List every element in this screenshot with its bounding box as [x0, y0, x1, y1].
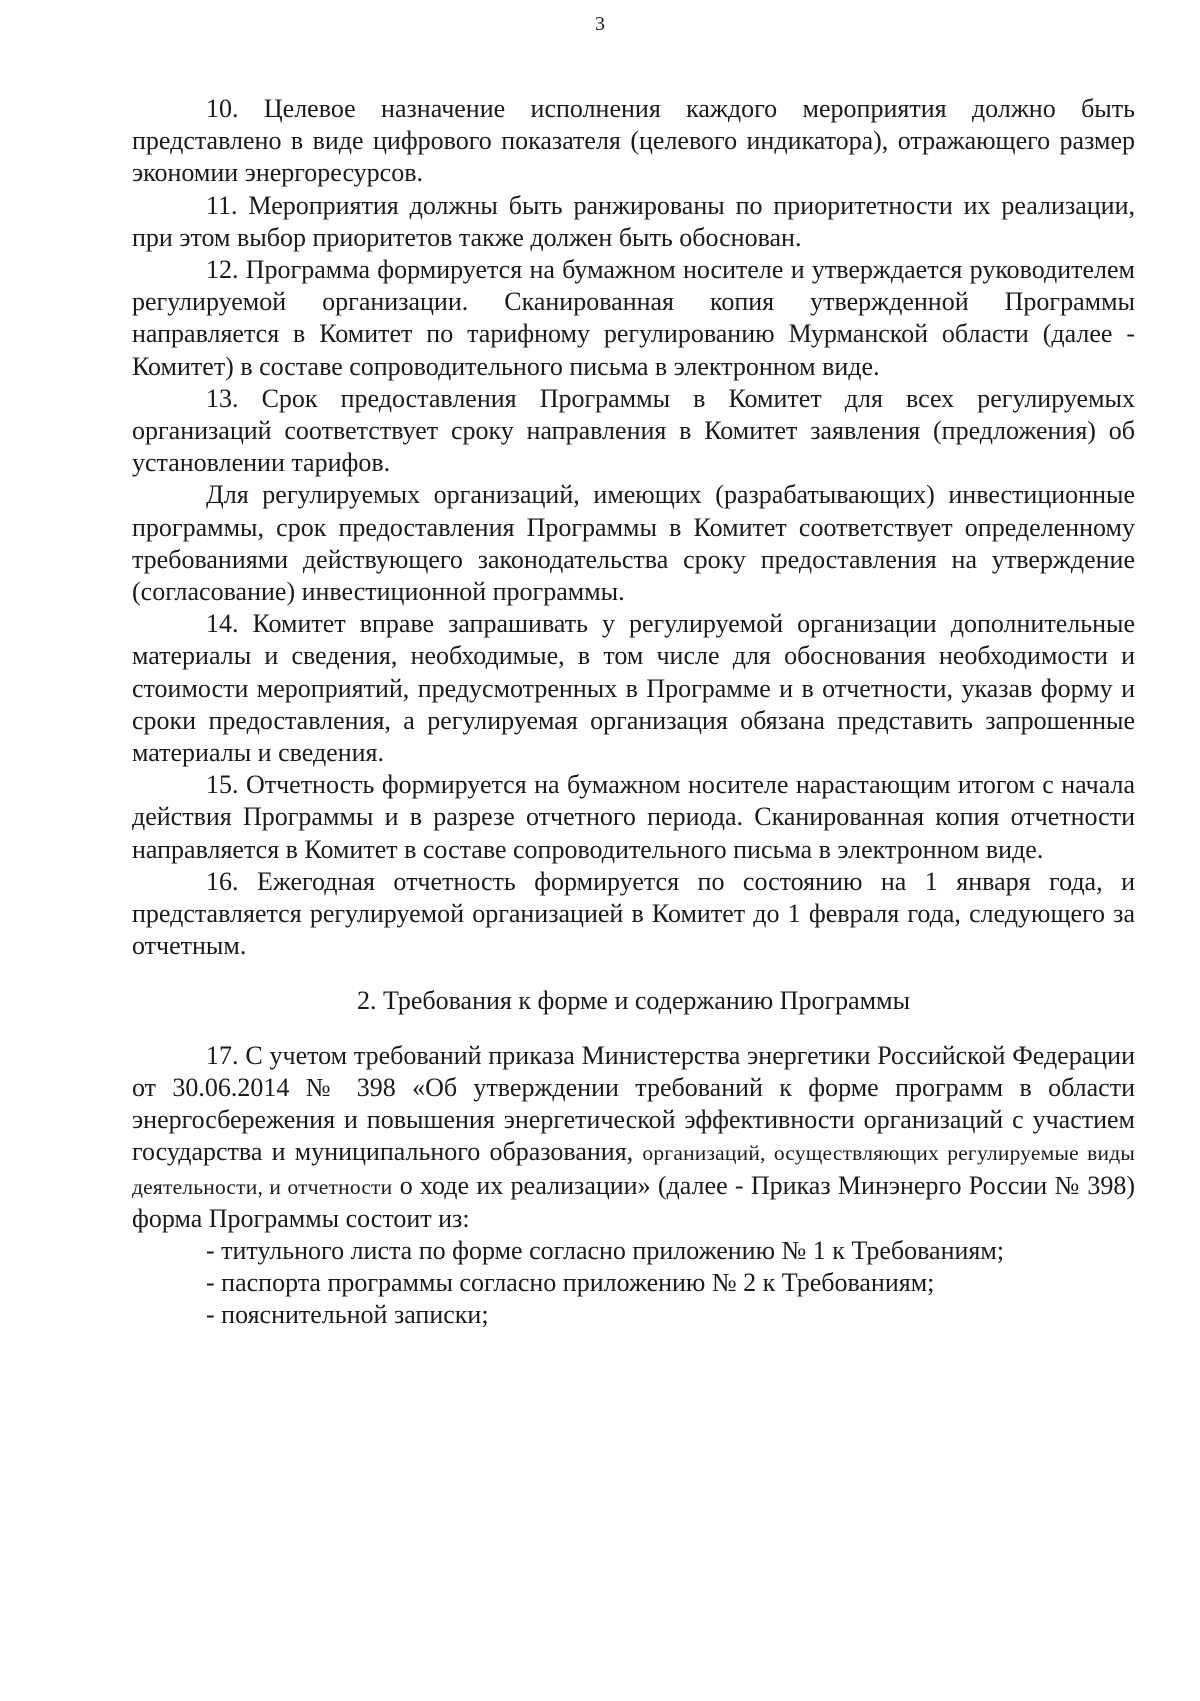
section-heading: 2. Требования к форме и содержанию Программы: [356, 986, 911, 1016]
paragraph-10: 10. Целевое назначение исполнения каждого мероприятия должно быть представлено в виде цифрового показателя (целевого индикатора), отражающего размер экономии энергоресурсов.: [132, 94, 1135, 188]
paragraph-17-part3: о ходе их реализации» (далее - Приказ Минэнерго России № 398) форма Программы состоит из:: [132, 1170, 1136, 1233]
paragraph-15: 15. Отчетность формируется на бумажном носителе нарастающим итогом с начала действия Программы и в разрезе отчетного периода. Сканированная копия отчетности направляется в Комитет в составе сопроводительного письма в электронном виде.: [132, 770, 1135, 864]
document-body: [132, 93, 1135, 1332]
paragraph-12: 12. Программа формируется на бумажном носителе и утверждается руководителем регулируемой организации. Сканированная копия утвержденной Программы направляется в Комитет по тарифному регулированию Мурманской области (далее - Комитет) в составе сопроводительного письма в электронном виде.: [132, 255, 1135, 381]
paragraph-13: 13. Срок предоставления Программы в Комитет для всех регулируемых организаций соответствует сроку направления в Комитет заявления (предложения) об установлении тарифов.: [132, 383, 1135, 478]
paragraph-17-part1: 17. С учетом требований приказа Министерства энергетики Российской Федерации от 30.06.2014 № 398 «Об утверждении требований к форме программ в области энергосбережения и повышения энергетической эффективности организаций с участием государства и муниципального образования,: [132, 1040, 1135, 1167]
paragraph-17-part2: организаций, осуществляющих регулируемые виды деятельности, и отчетности: [132, 1141, 1136, 1199]
list-item: - паспорта программы согласно приложению № 2 к Требованиям;: [206, 1268, 935, 1298]
paragraph-14: 14. Комитет вправе запрашивать у регулируемой организации дополнительные материалы и сведения, необходимые, в том числе для обоснования необходимости и стоимости мероприятий, предусмотренных в Программе и в отчетности, указав форму и сроки предоставления, а регулируемая организация обязана представить запрошенные материалы и сведения.: [132, 609, 1135, 768]
list-item: - пояснительной записки;: [206, 1300, 489, 1330]
paragraph-17: [132, 1040, 1135, 1235]
paragraph-11: 11. Мероприятия должны быть ранжированы по приоритетности их реализации, при этом выбор приоритетов также должен быть обоснован.: [132, 190, 1135, 252]
list-item: - титульного листа по форме согласно приложению № 1 к Требованиям;: [206, 1235, 1005, 1265]
paragraph-16: 16. Ежегодная отчетность формируется по состоянию на 1 января года, и представляется регулируемой организацией в Комитет до 1 февраля года, следующего за отчетным.: [132, 866, 1135, 961]
program-form-list: [132, 1235, 1135, 1332]
page-number: 3: [595, 13, 605, 35]
paragraph-13-continued: Для регулируемых организаций, имеющих (разрабатывающих) инвестиционные программы, срок предоставления Программы в Комитет соответствует определенному требованиями действующего законодательства сроку предоставления на утверждение (согласование) инвестиционной программы.: [132, 480, 1135, 607]
